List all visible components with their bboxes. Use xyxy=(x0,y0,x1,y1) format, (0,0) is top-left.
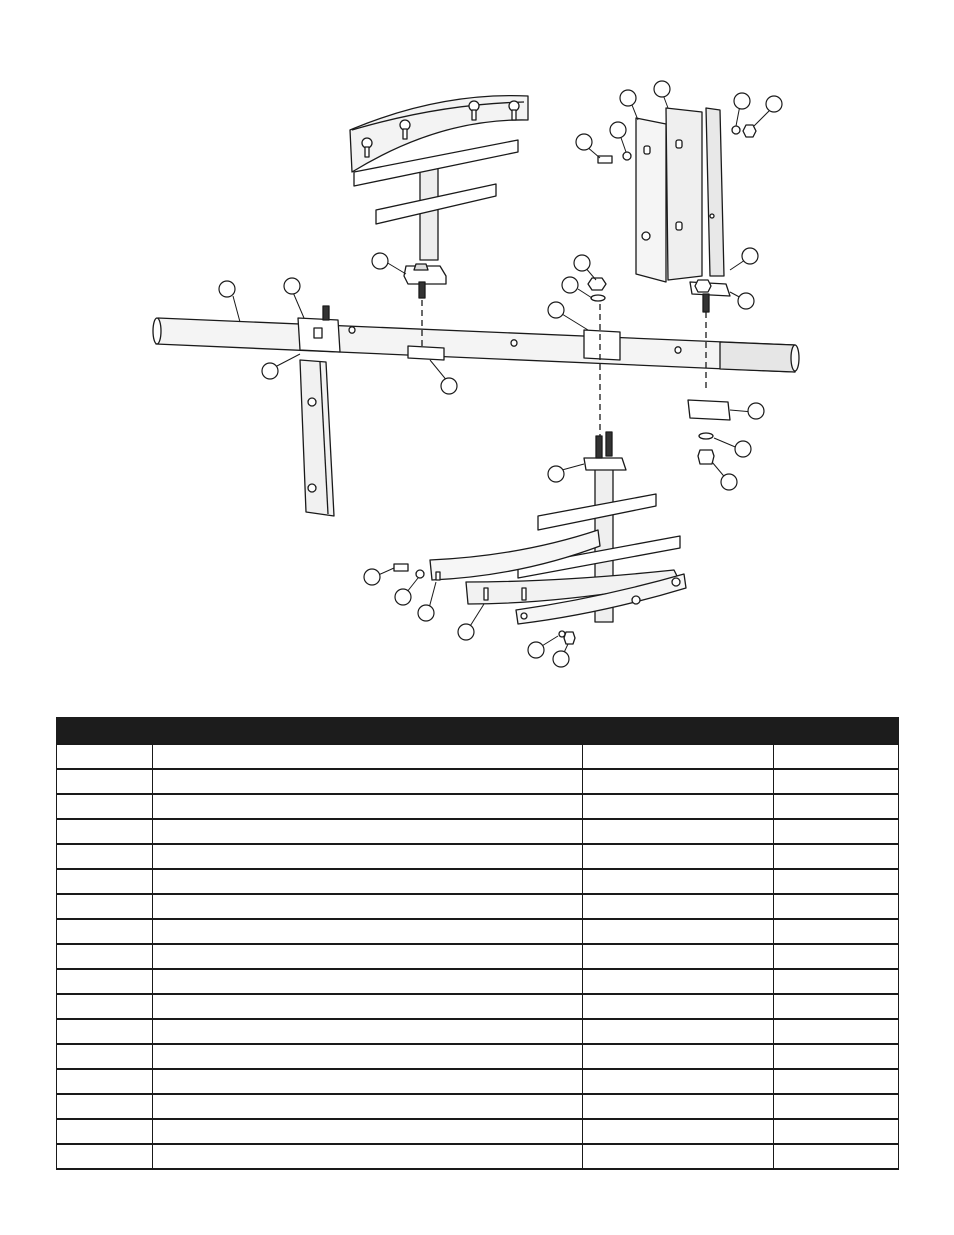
table-cell xyxy=(774,1019,899,1044)
callout-bubble xyxy=(418,605,434,621)
table-cell xyxy=(583,844,774,869)
table-row xyxy=(57,1069,899,1094)
callout-bubble xyxy=(562,277,578,293)
left-vertical-arm xyxy=(298,306,340,516)
callout-bubble xyxy=(654,81,670,97)
callout-bubble xyxy=(395,589,411,605)
table-cell xyxy=(153,869,583,894)
callout-bubble xyxy=(548,302,564,318)
callout-bubble xyxy=(620,90,636,106)
table-cell xyxy=(583,1044,774,1069)
table-row xyxy=(57,1019,899,1044)
lower-brush-blade-assembly xyxy=(394,432,686,644)
table-cell xyxy=(774,769,899,794)
callout-bubble xyxy=(766,96,782,112)
table-cell xyxy=(774,1144,899,1169)
washer-icon xyxy=(591,295,605,301)
table-row xyxy=(57,794,899,819)
table-cell xyxy=(774,819,899,844)
table-cell xyxy=(774,994,899,1019)
callout-bubble xyxy=(738,293,754,309)
hex-nut-icon xyxy=(695,280,711,292)
table-cell xyxy=(583,819,774,844)
table-cell xyxy=(57,1094,153,1119)
table-cell xyxy=(57,969,153,994)
table-cell xyxy=(57,919,153,944)
main-crossbar-tube xyxy=(153,318,799,372)
table-row xyxy=(57,944,899,969)
table-cell xyxy=(153,969,583,994)
table-cell xyxy=(774,794,899,819)
table-cell xyxy=(57,994,153,1019)
table-cell xyxy=(57,819,153,844)
callout-bubble xyxy=(610,122,626,138)
table-cell xyxy=(774,919,899,944)
table-cell xyxy=(774,1119,899,1144)
callout-bubble xyxy=(528,642,544,658)
bolt-icon xyxy=(598,156,612,163)
table-row xyxy=(57,919,899,944)
table-cell xyxy=(774,1094,899,1119)
callout-bubble xyxy=(742,248,758,264)
table-row xyxy=(57,1094,899,1119)
table-cell xyxy=(57,844,153,869)
table-cell xyxy=(774,744,899,769)
column-header xyxy=(774,718,899,745)
table-cell xyxy=(153,894,583,919)
parts-list-table xyxy=(56,717,899,1170)
table-cell xyxy=(583,794,774,819)
callout-bubble xyxy=(364,569,380,585)
washer-icon xyxy=(623,152,631,160)
table-row xyxy=(57,894,899,919)
column-header xyxy=(57,718,153,745)
table-row xyxy=(57,844,899,869)
table-cell xyxy=(153,1019,583,1044)
table-cell xyxy=(583,969,774,994)
column-header xyxy=(583,718,774,745)
table-cell xyxy=(774,869,899,894)
table-cell xyxy=(57,1069,153,1094)
table-cell xyxy=(153,919,583,944)
table-cell xyxy=(57,1019,153,1044)
table-cell xyxy=(774,1044,899,1069)
callout-bubble xyxy=(574,255,590,271)
washer-icon xyxy=(732,126,740,134)
table-cell xyxy=(153,819,583,844)
table-cell xyxy=(774,844,899,869)
table-row xyxy=(57,744,899,769)
table-row xyxy=(57,1144,899,1169)
table-cell xyxy=(774,894,899,919)
callout-bubble xyxy=(372,253,388,269)
table-row xyxy=(57,1119,899,1144)
hex-nut-icon xyxy=(698,450,714,464)
table-row xyxy=(57,969,899,994)
upper-brush-blade-assembly xyxy=(350,96,528,348)
bolt-icon xyxy=(394,564,408,571)
table-cell xyxy=(153,769,583,794)
callout-bubble xyxy=(734,93,750,109)
table-cell xyxy=(57,794,153,819)
table-cell xyxy=(153,1119,583,1144)
table-cell xyxy=(774,1069,899,1094)
table-cell xyxy=(153,744,583,769)
table-cell xyxy=(583,994,774,1019)
column-header xyxy=(153,718,583,745)
table-cell xyxy=(153,794,583,819)
table-cell xyxy=(153,1144,583,1169)
callout-bubble xyxy=(262,363,278,379)
table-cell xyxy=(153,1094,583,1119)
clamp-middle-right xyxy=(584,330,620,360)
table-cell xyxy=(153,1069,583,1094)
table-cell xyxy=(774,944,899,969)
table-cell xyxy=(153,844,583,869)
callout-bubble xyxy=(553,651,569,667)
table-cell xyxy=(583,744,774,769)
table-cell xyxy=(583,1069,774,1094)
table-cell xyxy=(583,1119,774,1144)
table-cell xyxy=(583,944,774,969)
table-cell xyxy=(57,744,153,769)
table-cell xyxy=(153,1044,583,1069)
callout-bubble xyxy=(284,278,300,294)
table-cell xyxy=(57,1119,153,1144)
table-cell xyxy=(153,994,583,1019)
table-row xyxy=(57,819,899,844)
table-header-row xyxy=(57,718,899,745)
table-cell xyxy=(583,894,774,919)
callout-bubble xyxy=(219,281,235,297)
callout-bubble xyxy=(576,134,592,150)
table-row xyxy=(57,869,899,894)
table-cell xyxy=(57,894,153,919)
table-cell xyxy=(583,919,774,944)
clamp-middle-left xyxy=(408,346,444,360)
callout-bubble xyxy=(735,441,751,457)
callout-bubble xyxy=(441,378,457,394)
table-cell xyxy=(57,769,153,794)
table-cell xyxy=(583,769,774,794)
table-cell xyxy=(583,869,774,894)
callout-bubble xyxy=(721,474,737,490)
table-cell xyxy=(57,1144,153,1169)
hex-nut-icon xyxy=(564,632,575,644)
callout-bubble xyxy=(748,403,764,419)
hex-nut-icon xyxy=(743,125,756,137)
lower-right-clamp-stack xyxy=(688,400,730,464)
table-cell xyxy=(774,969,899,994)
washer-icon xyxy=(416,570,424,578)
table-cell xyxy=(57,869,153,894)
table-cell xyxy=(57,1044,153,1069)
table-cell xyxy=(57,944,153,969)
table-row xyxy=(57,769,899,794)
table-cell xyxy=(153,944,583,969)
table-cell xyxy=(583,1144,774,1169)
table-cell xyxy=(583,1094,774,1119)
table-row xyxy=(57,1044,899,1069)
hex-nut-icon xyxy=(588,278,606,290)
table-row xyxy=(57,994,899,1019)
washer-icon xyxy=(699,433,713,439)
callout-bubble xyxy=(548,466,564,482)
callout-bubble xyxy=(458,624,474,640)
table-cell xyxy=(583,1019,774,1044)
